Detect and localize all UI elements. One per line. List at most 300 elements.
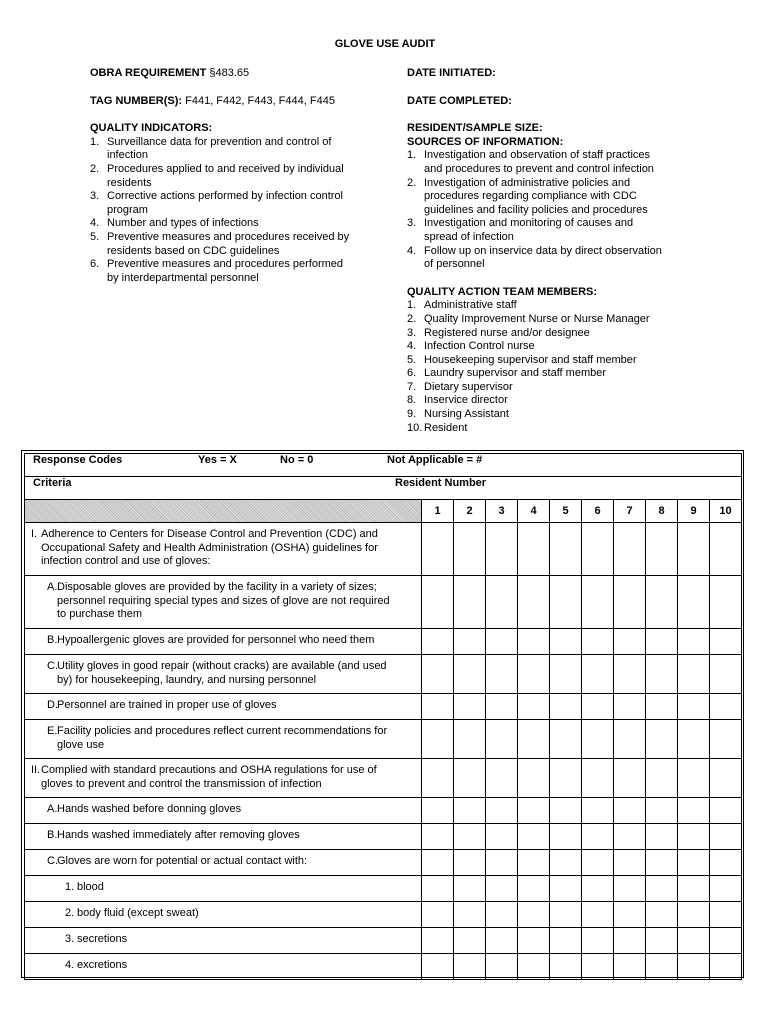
list-number: 3. [407, 326, 417, 339]
response-cell[interactable] [422, 824, 454, 850]
response-cell[interactable] [518, 798, 550, 824]
response-cell[interactable] [422, 720, 454, 759]
response-cell[interactable] [582, 720, 614, 759]
list-item-text: program [107, 203, 148, 216]
criteria-row [25, 576, 742, 629]
response-cell[interactable] [454, 824, 486, 850]
response-cell[interactable] [710, 629, 742, 655]
resident-number-row [25, 500, 742, 523]
response-cell[interactable] [422, 902, 454, 928]
response-cell[interactable] [710, 850, 742, 876]
response-cell[interactable] [614, 629, 646, 655]
response-cell[interactable] [518, 629, 550, 655]
response-cell[interactable] [550, 850, 582, 876]
criteria-text-line: by) for housekeeping, laundry, and nursing personnel [57, 673, 317, 686]
criteria-text-line: secretions [77, 933, 128, 945]
response-cell[interactable] [518, 655, 550, 694]
response-cell[interactable] [422, 928, 454, 954]
list-item-text: Investigation and observation of staff practices [424, 149, 651, 162]
list-number: 2. [90, 162, 100, 175]
team-member-item [407, 408, 707, 422]
response-cell[interactable] [710, 928, 742, 954]
response-cell[interactable] [614, 876, 646, 902]
list-number: 4. [90, 217, 100, 230]
audit-table-frame [21, 450, 744, 978]
list-item-text: Number and types of infections [107, 217, 259, 230]
response-cell[interactable] [646, 759, 678, 798]
criteria-text-line: body fluid (except sweat) [77, 907, 199, 919]
team-list [407, 299, 707, 435]
criteria-text-cell [25, 850, 422, 876]
response-cell[interactable] [518, 824, 550, 850]
response-cell[interactable] [486, 850, 518, 876]
response-cell[interactable] [422, 798, 454, 824]
response-cell[interactable] [486, 576, 518, 629]
response-cell[interactable] [678, 523, 710, 576]
response-cell[interactable] [710, 694, 742, 720]
response-cell[interactable] [422, 876, 454, 902]
list-item-text: residents based on CDC guidelines [107, 244, 280, 257]
response-cell[interactable] [486, 928, 518, 954]
response-cell[interactable] [486, 824, 518, 850]
response-cell[interactable] [582, 824, 614, 850]
criteria-prefix: B. [47, 634, 58, 646]
team-heading: QUALITY ACTION TEAM MEMBERS: [407, 285, 598, 298]
response-cell[interactable] [678, 928, 710, 954]
response-cell[interactable] [550, 655, 582, 694]
response-cell[interactable] [422, 954, 454, 980]
list-item-text: infection [107, 149, 148, 162]
response-cell[interactable] [486, 629, 518, 655]
list-item-text: Resident [424, 421, 468, 434]
response-cell[interactable] [678, 850, 710, 876]
response-cell[interactable] [678, 720, 710, 759]
response-cell[interactable] [422, 523, 454, 576]
response-cell[interactable] [486, 694, 518, 720]
response-cell[interactable] [646, 655, 678, 694]
response-cell[interactable] [678, 576, 710, 629]
list-item-text: Laundry supervisor and staff member [424, 367, 606, 380]
response-cell[interactable] [710, 902, 742, 928]
quality-indicators-list [90, 136, 390, 286]
criteria-prefix: I. [31, 528, 38, 540]
response-cell[interactable] [550, 902, 582, 928]
shaded-header-cell [25, 500, 422, 523]
response-cell[interactable] [582, 876, 614, 902]
response-cell[interactable] [550, 954, 582, 980]
list-number: 3. [407, 217, 417, 230]
source-item [407, 217, 707, 244]
criteria-row [25, 523, 742, 576]
response-cell[interactable] [422, 759, 454, 798]
response-cell[interactable] [582, 759, 614, 798]
response-cell[interactable] [678, 694, 710, 720]
response-cell[interactable] [582, 850, 614, 876]
response-cell[interactable] [646, 694, 678, 720]
response-cell[interactable] [582, 523, 614, 576]
criteria-text-line: infection control and use of gloves: [41, 555, 211, 568]
response-cell[interactable] [646, 720, 678, 759]
response-cell[interactable] [710, 954, 742, 980]
list-number: 2. [407, 176, 417, 189]
response-cell[interactable] [518, 850, 550, 876]
response-cell[interactable] [646, 902, 678, 928]
response-codes-row [25, 454, 742, 477]
list-item-text: Nursing Assistant [424, 408, 509, 421]
response-cell[interactable] [710, 720, 742, 759]
response-cell[interactable] [486, 876, 518, 902]
criteria-text-line: Hypoallergenic gloves are provided for personnel who need them [57, 634, 375, 646]
response-cell[interactable] [454, 850, 486, 876]
audit-table [24, 453, 742, 980]
tag-numbers: TAG NUMBER(S): F441, F442, F443, F444, F445 [90, 94, 335, 107]
response-cell[interactable] [518, 759, 550, 798]
list-item-text: Quality Improvement Nurse or Nurse Manager [424, 312, 650, 325]
response-cell[interactable] [582, 655, 614, 694]
list-item-text: Inservice director [424, 394, 508, 407]
response-cell[interactable] [678, 798, 710, 824]
right-column [407, 67, 707, 435]
response-cell[interactable] [422, 576, 454, 629]
response-cell[interactable] [582, 954, 614, 980]
criteria-prefix: B. [47, 829, 58, 841]
list-item-text: Preventive measures and procedures received by [107, 230, 350, 243]
criteria-text-cell [25, 928, 422, 954]
response-cell[interactable] [582, 629, 614, 655]
criteria-text-line: personnel requiring special types and sizes of glove are not required [57, 594, 390, 607]
list-number: 5. [90, 230, 100, 243]
page-title: GLOVE USE AUDIT [334, 38, 436, 50]
response-cell[interactable] [550, 720, 582, 759]
obra-requirement: OBRA REQUIREMENT §483.65 [90, 67, 250, 79]
criteria-text-cell [25, 694, 422, 720]
response-cell[interactable] [422, 629, 454, 655]
no-code: No = 0 [280, 454, 314, 466]
response-cell[interactable] [518, 954, 550, 980]
response-cell[interactable] [518, 876, 550, 902]
criteria-prefix: A. [47, 803, 58, 815]
response-cell[interactable] [454, 876, 486, 902]
criteria-row [25, 759, 742, 798]
response-cell[interactable] [422, 655, 454, 694]
response-cell[interactable] [454, 655, 486, 694]
list-number: 1. [407, 149, 417, 162]
resident-number-cell: 3 [486, 500, 518, 523]
list-number: 4. [407, 340, 417, 353]
criteria-text-line: Disposable gloves are provided by the facility in a variety of sizes; [57, 581, 377, 593]
criteria-text-line: Hands washed before donning gloves [57, 803, 242, 815]
response-cell[interactable] [486, 798, 518, 824]
response-cell[interactable] [678, 902, 710, 928]
criteria-text-cell [25, 655, 422, 694]
team-member-item [407, 327, 707, 341]
response-cell[interactable] [550, 629, 582, 655]
quality-indicator-item [90, 190, 390, 217]
criteria-text-cell [25, 523, 422, 576]
response-cell[interactable] [614, 655, 646, 694]
response-cell[interactable] [614, 694, 646, 720]
list-number: 7. [407, 380, 417, 393]
response-cell[interactable] [582, 694, 614, 720]
criteria-row [25, 954, 742, 980]
sources-list [407, 149, 707, 271]
team-member-item [407, 354, 707, 368]
response-cell[interactable] [454, 759, 486, 798]
response-cell[interactable] [518, 720, 550, 759]
response-cell[interactable] [614, 576, 646, 629]
list-number: 9. [407, 408, 417, 421]
list-item-text: Follow up on inservice data by direct observation [424, 244, 662, 257]
criteria-row [25, 876, 742, 902]
response-cell[interactable] [550, 928, 582, 954]
response-cell[interactable] [454, 928, 486, 954]
list-item-text: Administrative staff [424, 299, 517, 312]
response-cell[interactable] [614, 523, 646, 576]
response-cell[interactable] [454, 902, 486, 928]
response-cell[interactable] [582, 576, 614, 629]
team-member-item [407, 381, 707, 395]
criteria-text-cell [25, 720, 422, 759]
criteria-text-line: Personnel are trained in proper use of gloves [57, 699, 277, 711]
response-cell[interactable] [486, 720, 518, 759]
response-cell[interactable] [614, 902, 646, 928]
list-number: 4. [407, 244, 417, 257]
quality-indicator-item [90, 258, 390, 285]
response-cell[interactable] [710, 798, 742, 824]
quality-indicator-item [90, 136, 390, 163]
quality-indicators-heading: QUALITY INDICATORS: [90, 122, 213, 135]
sources-heading: SOURCES OF INFORMATION: [407, 135, 564, 148]
response-cell[interactable] [454, 629, 486, 655]
response-cell[interactable] [518, 576, 550, 629]
list-item-text: residents [107, 176, 152, 189]
resident-number-cell: 1 [422, 500, 454, 523]
response-cell[interactable] [550, 576, 582, 629]
response-cell[interactable] [486, 759, 518, 798]
response-cell[interactable] [454, 954, 486, 980]
criteria-text-line: blood [77, 881, 104, 893]
response-cell[interactable] [518, 902, 550, 928]
response-cell[interactable] [614, 720, 646, 759]
criteria-prefix: D. [47, 699, 58, 711]
response-cell[interactable] [614, 798, 646, 824]
list-item-text: by interdepartmental personnel [107, 271, 259, 284]
response-cell[interactable] [678, 954, 710, 980]
response-cell[interactable] [550, 523, 582, 576]
team-member-item [407, 367, 707, 381]
date-initiated: DATE INITIATED: [407, 67, 496, 79]
criteria-text-line: excretions [77, 959, 128, 971]
resident-number-cell: 7 [614, 500, 646, 523]
list-number: 1. [407, 299, 417, 312]
source-item [407, 245, 707, 272]
criteria-text-cell [25, 902, 422, 928]
list-item-text: Dietary supervisor [424, 380, 513, 393]
response-cell[interactable] [614, 824, 646, 850]
criteria-text-line: Gloves are worn for potential or actual contact with: [57, 855, 308, 867]
criteria-text-cell [25, 798, 422, 824]
list-number: 8. [407, 394, 417, 407]
response-cell[interactable] [550, 694, 582, 720]
source-item [407, 177, 707, 218]
criteria-text-line: Facility policies and procedures reflect current recommendations for [57, 725, 388, 737]
criteria-row [25, 850, 742, 876]
response-cell[interactable] [646, 629, 678, 655]
criteria-header-row [25, 477, 742, 500]
criteria-prefix: 1. [65, 881, 75, 893]
date-completed: DATE COMPLETED: [407, 94, 512, 107]
criteria-text-cell [25, 824, 422, 850]
response-cell[interactable] [454, 720, 486, 759]
response-cell[interactable] [710, 876, 742, 902]
list-number: 3. [90, 190, 100, 203]
list-number: 6. [407, 367, 417, 380]
response-cell[interactable] [422, 694, 454, 720]
list-number: 10. [407, 421, 423, 434]
criteria-row [25, 798, 742, 824]
list-item-text: Investigation of administrative policies and [424, 176, 631, 189]
criteria-text-line: Occupational Safety and Health Administration (OSHA) guidelines for [41, 541, 378, 554]
response-cell[interactable] [486, 523, 518, 576]
sample-size: RESIDENT/SAMPLE SIZE: [407, 122, 543, 135]
list-item-text: spread of infection [424, 230, 514, 243]
response-cell[interactable] [486, 954, 518, 980]
list-item-text: Registered nurse and/or designee [424, 326, 590, 339]
response-cell[interactable] [518, 523, 550, 576]
list-number: 6. [90, 258, 100, 271]
quality-indicator-item [90, 231, 390, 258]
response-cell[interactable] [678, 629, 710, 655]
criteria-row [25, 629, 742, 655]
list-item-text: and procedures to prevent and control infection [424, 162, 654, 175]
criteria-row [25, 928, 742, 954]
response-cell[interactable] [550, 759, 582, 798]
criteria-prefix: II. [31, 764, 41, 776]
response-cell[interactable] [646, 928, 678, 954]
list-item-text: Housekeeping supervisor and staff member [424, 353, 637, 366]
criteria-text-line: to purchase them [57, 608, 142, 621]
list-item-text: Surveillance data for prevention and control of [107, 135, 332, 148]
left-column [90, 67, 390, 285]
response-cell[interactable] [614, 928, 646, 954]
response-cell[interactable] [582, 928, 614, 954]
criteria-row [25, 824, 742, 850]
criteria-row [25, 655, 742, 694]
yes-code: Yes = X [198, 454, 237, 466]
criteria-text-cell [25, 759, 422, 798]
criteria-label: Criteria [33, 477, 72, 489]
response-cell[interactable] [678, 759, 710, 798]
response-cell[interactable] [486, 655, 518, 694]
response-cell[interactable] [710, 824, 742, 850]
criteria-text-cell [25, 876, 422, 902]
list-item-text: Procedures applied to and received by individual [107, 162, 344, 175]
quality-indicator-item [90, 217, 390, 231]
criteria-row [25, 720, 742, 759]
response-cell[interactable] [614, 850, 646, 876]
response-cell[interactable] [422, 850, 454, 876]
response-cell[interactable] [710, 655, 742, 694]
response-cell[interactable] [550, 876, 582, 902]
criteria-text-cell [25, 629, 422, 655]
response-cell[interactable] [550, 798, 582, 824]
response-cell[interactable] [710, 759, 742, 798]
team-member-item [407, 313, 707, 327]
criteria-text-line: Complied with standard precautions and OSHA regulations for use of [41, 764, 377, 776]
criteria-prefix: 3. [65, 933, 75, 945]
response-cell[interactable] [550, 824, 582, 850]
resident-number-cell: 6 [582, 500, 614, 523]
response-cell[interactable] [710, 576, 742, 629]
list-item-text: Preventive measures and procedures performed [107, 258, 344, 271]
response-cell[interactable] [518, 694, 550, 720]
na-code: Not Applicable = # [387, 454, 483, 466]
response-cell[interactable] [454, 576, 486, 629]
resident-number-cell: 5 [550, 500, 582, 523]
response-cell[interactable] [678, 824, 710, 850]
criteria-prefix: C. [47, 855, 58, 867]
criteria-text-line: Hands washed immediately after removing gloves [57, 829, 300, 841]
response-cell[interactable] [582, 798, 614, 824]
response-cell[interactable] [710, 523, 742, 576]
response-cell[interactable] [486, 902, 518, 928]
criteria-text-line: gloves to prevent and control the transmission of infection [41, 777, 322, 790]
response-cell[interactable] [646, 824, 678, 850]
criteria-prefix: 4. [65, 959, 75, 971]
response-cell[interactable] [646, 876, 678, 902]
team-member-item [407, 340, 707, 354]
response-cell[interactable] [518, 928, 550, 954]
response-cell[interactable] [646, 798, 678, 824]
team-member-item [407, 299, 707, 313]
response-cell[interactable] [614, 759, 646, 798]
response-codes-label: Response Codes [33, 454, 123, 466]
resident-number-cell: 2 [454, 500, 486, 523]
criteria-text-line: glove use [57, 738, 105, 751]
response-cell[interactable] [646, 954, 678, 980]
response-cell[interactable] [454, 798, 486, 824]
response-cell[interactable] [582, 902, 614, 928]
list-item-text: Infection Control nurse [424, 340, 535, 353]
criteria-text-cell [25, 954, 422, 980]
criteria-prefix: 2. [65, 907, 75, 919]
response-cell[interactable] [678, 876, 710, 902]
response-cell[interactable] [614, 954, 646, 980]
criteria-row [25, 694, 742, 720]
response-cell[interactable] [646, 576, 678, 629]
list-number: 5. [407, 353, 417, 366]
list-item-text: Corrective actions performed by infection control [107, 190, 343, 203]
resident-number-cell: 4 [518, 500, 550, 523]
response-cell[interactable] [646, 523, 678, 576]
response-cell[interactable] [678, 655, 710, 694]
response-cell[interactable] [454, 694, 486, 720]
criteria-text-line: Utility gloves in good repair (without cracks) are available (and used [57, 660, 387, 672]
criteria-prefix: C. [47, 660, 58, 672]
team-member-item [407, 422, 707, 436]
list-number: 2. [407, 312, 417, 325]
list-item-text: of personnel [424, 258, 485, 271]
team-member-item [407, 394, 707, 408]
list-item-text: procedures regarding compliance with CDC [424, 190, 637, 203]
response-cell[interactable] [454, 523, 486, 576]
resident-number-cell: 10 [710, 500, 742, 523]
criteria-text-line: Adherence to Centers for Disease Control and Prevention (CDC) and [41, 528, 378, 540]
criteria-text-cell [25, 576, 422, 629]
quality-indicator-item [90, 163, 390, 190]
response-cell[interactable] [646, 850, 678, 876]
source-item [407, 149, 707, 176]
